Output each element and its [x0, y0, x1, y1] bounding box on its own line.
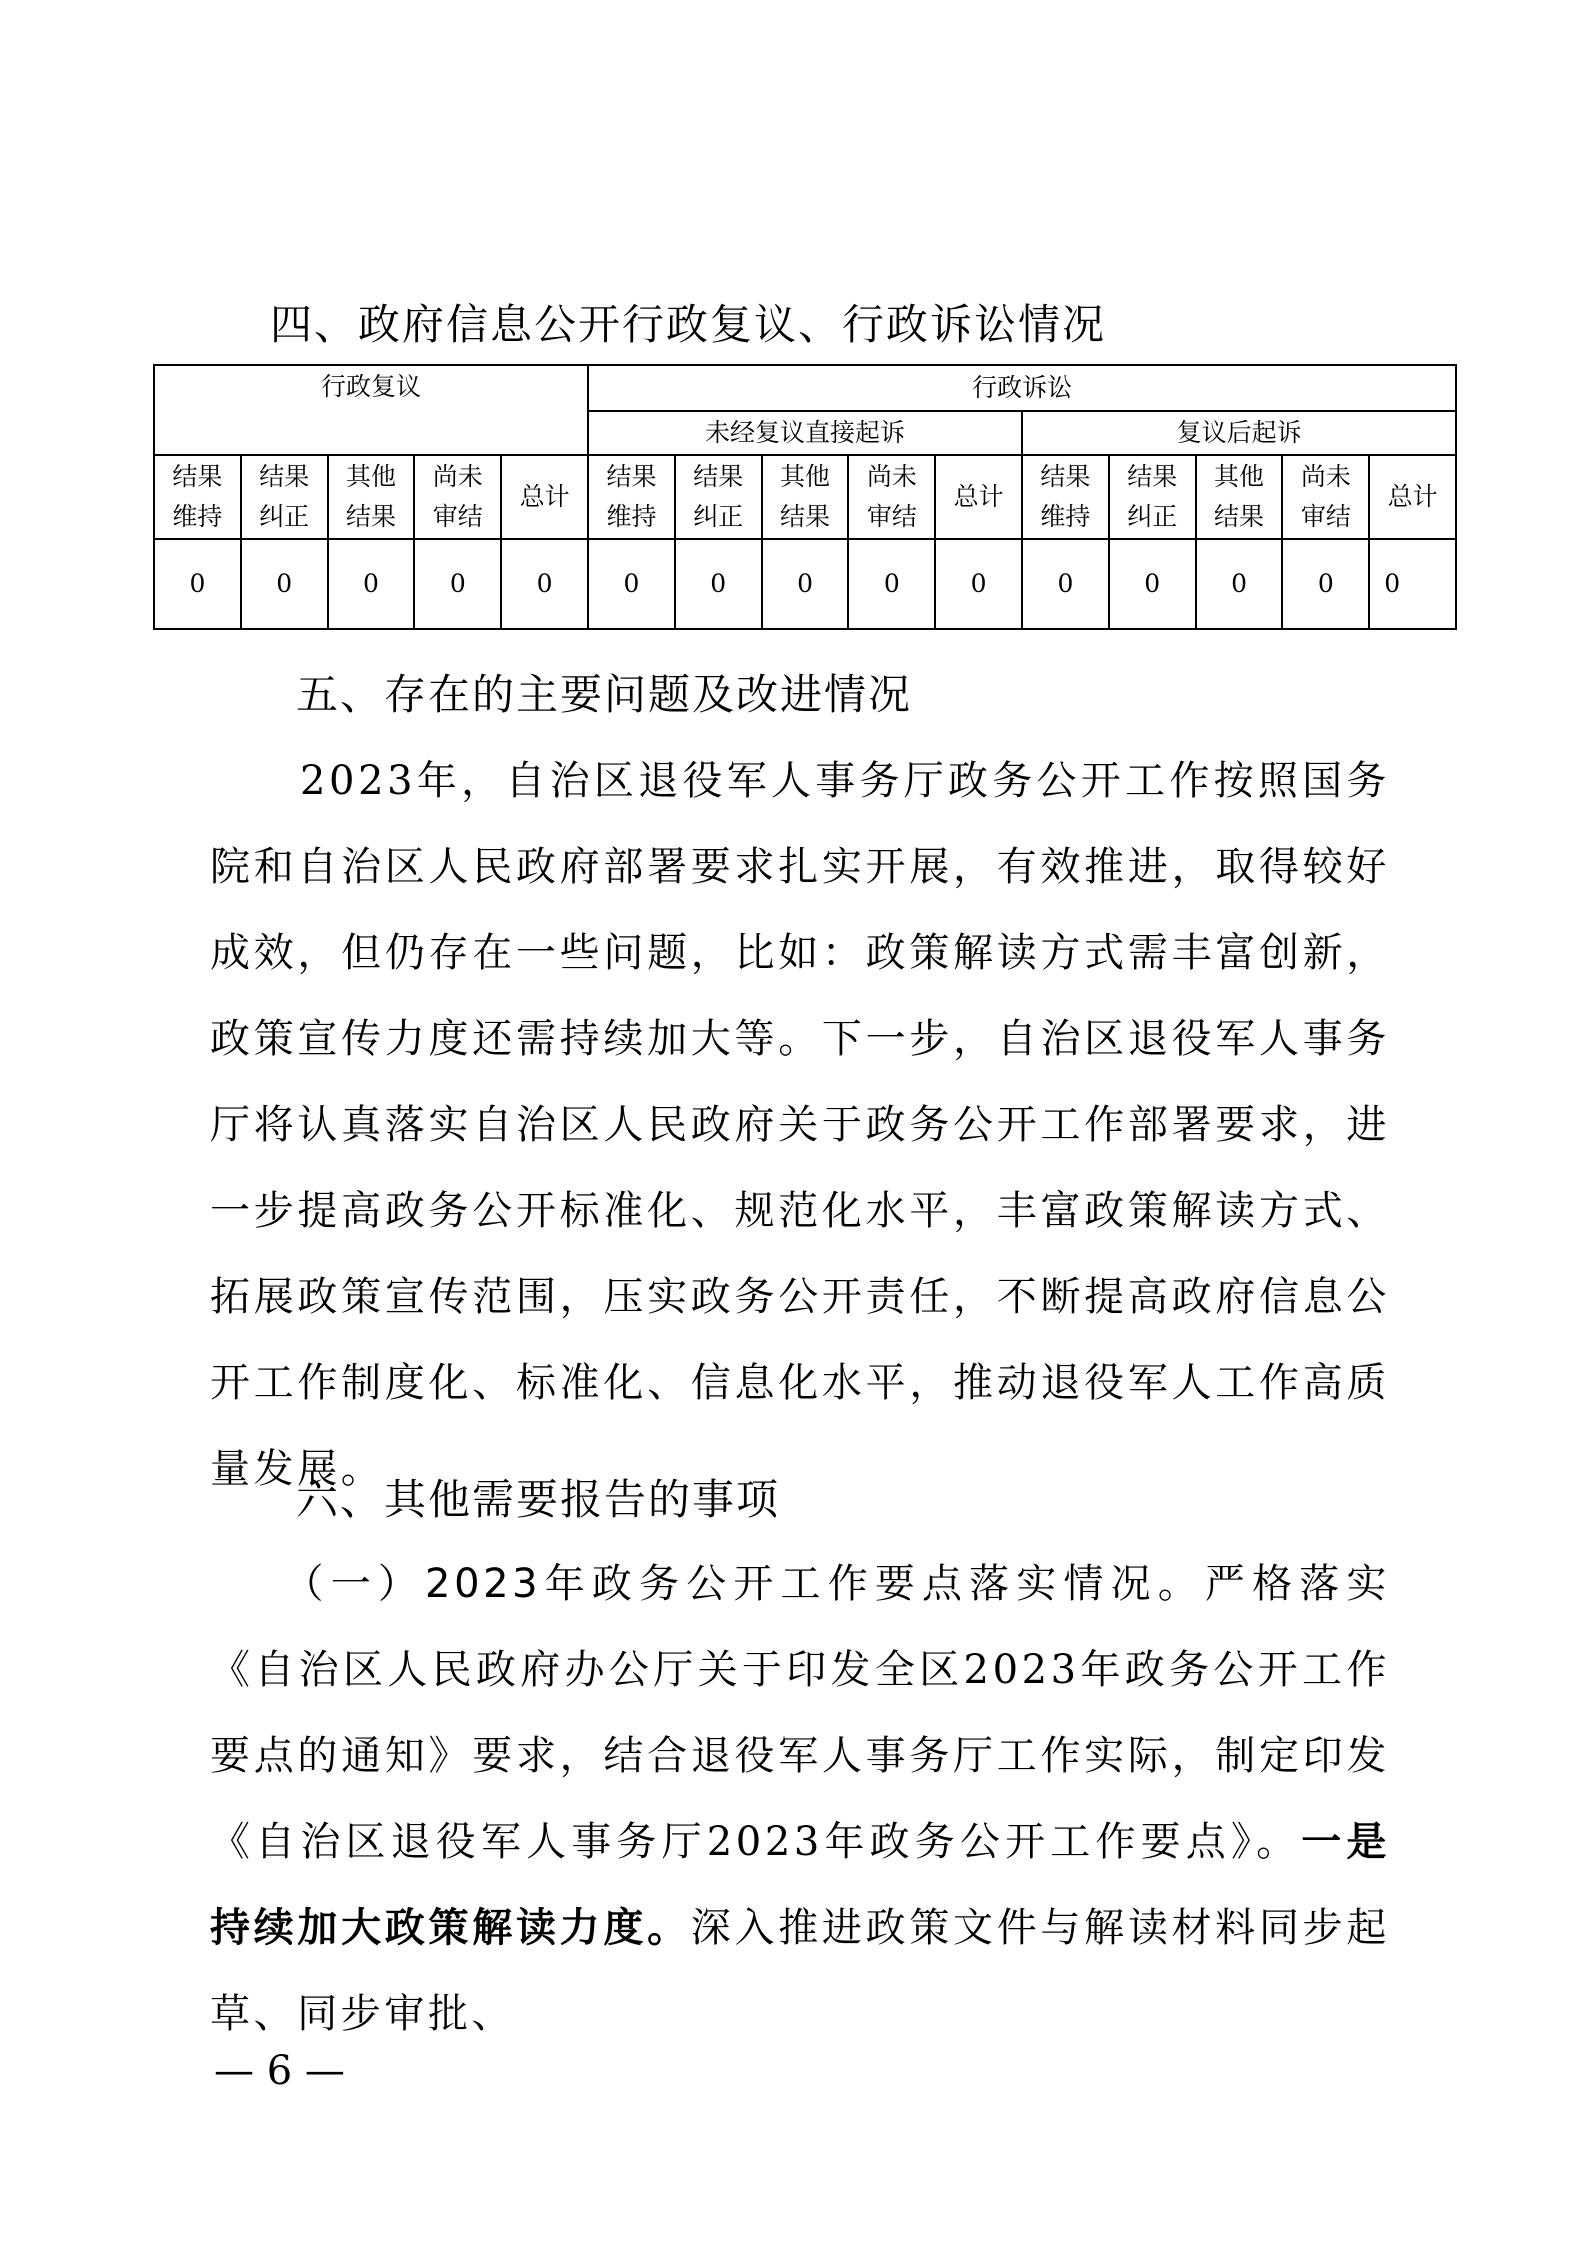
table-cell: 0	[848, 539, 935, 629]
page-number: — 6 —	[214, 2048, 345, 2094]
col-total: 总计	[1369, 455, 1456, 539]
col-pending: 尚未 审结	[414, 455, 501, 539]
col-other-result: 其他 结果	[328, 455, 415, 539]
table-cell: 0	[588, 539, 675, 629]
col-result-maintain: 结果 维持	[588, 455, 675, 539]
section-6-heading: 六、其他需要报告的事项	[296, 1475, 781, 1524]
table-cell: 0	[1109, 539, 1196, 629]
table-cell: 0	[154, 539, 241, 629]
review-litigation-table	[153, 364, 1457, 630]
section-6-paragraph	[210, 1541, 1390, 2057]
section-5-paragraph	[210, 738, 1390, 1512]
col-other-result: 其他 结果	[1196, 455, 1283, 539]
section-6-bold-point: 一是持续加大政策解读力度。	[210, 1819, 1390, 1951]
table-cell: 0	[1282, 539, 1369, 629]
col-pending: 尚未 审结	[848, 455, 935, 539]
col-result-maintain: 结果 维持	[154, 455, 241, 539]
table-cell: 0	[501, 539, 588, 629]
col-total: 总计	[501, 455, 588, 539]
col-pending: 尚未 审结	[1282, 455, 1369, 539]
table-cell: 0	[935, 539, 1022, 629]
table-cell: 0	[1369, 539, 1456, 629]
section-6-body-a: 严格落实《自治区人民政府办公厅关于印发全区2023年政务公开工作要点的通知》要求，结合退役军人事务厅工作实际，制定印发《自治区退役军人事务厅2023年政务公开工作要点》。	[210, 1561, 1390, 1865]
admin-review-header: 行政复议	[154, 365, 588, 455]
section-4-heading: 四、政府信息公开行政复议、行政诉讼情况	[270, 300, 1107, 349]
col-result-correct: 结果 纠正	[675, 455, 762, 539]
table-cell: 0	[1196, 539, 1283, 629]
table-cell: 0	[414, 539, 501, 629]
col-result-correct: 结果 纠正	[241, 455, 328, 539]
direct-suit-header: 未经复议直接起诉	[588, 411, 1022, 455]
table-cell: 0	[675, 539, 762, 629]
col-result-maintain: 结果 维持	[1022, 455, 1109, 539]
table-cell: 0	[241, 539, 328, 629]
admin-litigation-header: 行政诉讼	[588, 365, 1456, 411]
table-cell: 0	[328, 539, 415, 629]
section-6-body-b: 深入推进政策文件与解读材料同步起草、同步审批、	[210, 1905, 1390, 2037]
table-cell: 0	[762, 539, 849, 629]
col-total: 总计	[935, 455, 1022, 539]
col-other-result: 其他 结果	[762, 455, 849, 539]
col-result-correct: 结果 纠正	[1109, 455, 1196, 539]
table-cell: 0	[1022, 539, 1109, 629]
section-6-subheading: （一）2023年政务公开工作要点落实情况。	[280, 1561, 1205, 1607]
section-5-body: 2023年，自治区退役军人事务厅政务公开工作按照国务院和自治区人民政府部署要求扎实开展，有效推进，取得较好成效，但仍存在一些问题，比如：政策解读方式需丰富创新，政策宣传力度还需持续加大等。下一步，自治区退役军人事务厅将认真落实自治区人民政府关于政务公开工作部署要求，进一步提高政务公开标准化、规范化水平，丰富政策解读方式、拓展政策宣传范围，压实政务公开责任，不断提高政府信息公开工作制度化、标准化、信息化水平，推动退役军人工作高质量发展。	[210, 758, 1390, 1492]
section-5-heading: 五、存在的主要问题及改进情况	[296, 670, 913, 719]
suit-after-review-header: 复议后起诉	[1022, 411, 1456, 455]
